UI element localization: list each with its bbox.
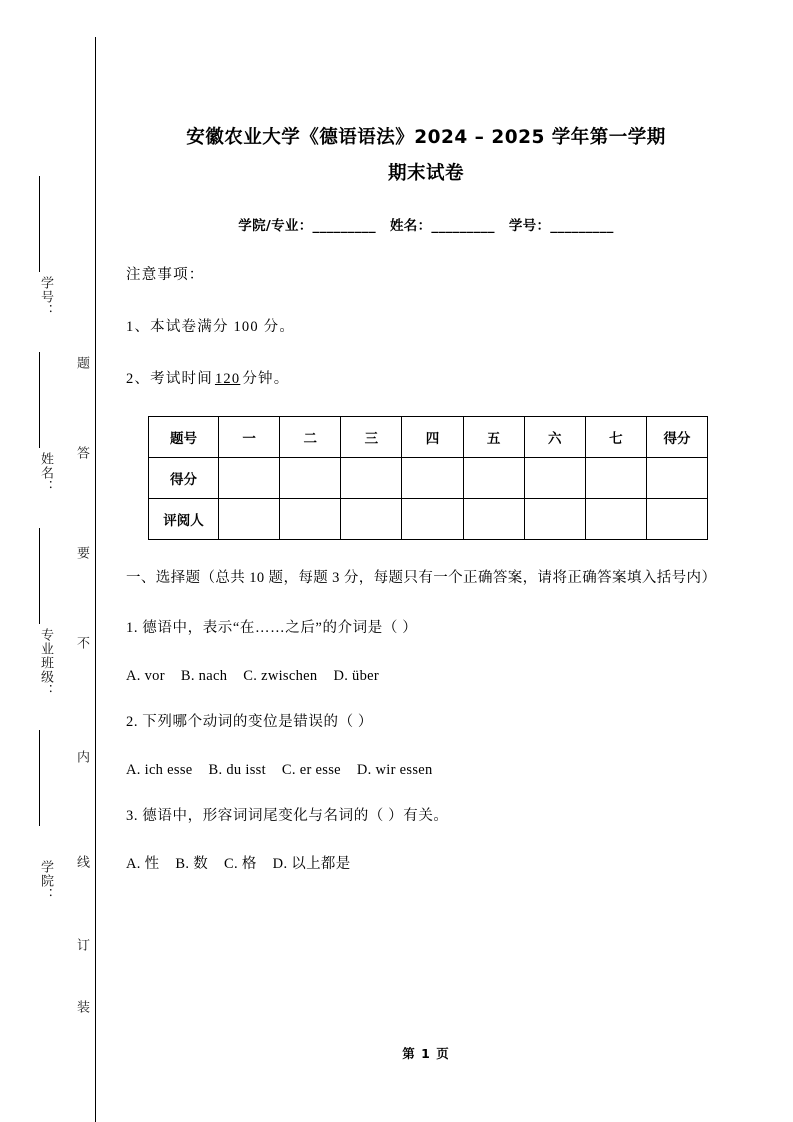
exam-title-line-2: 期末试卷 [387,163,464,184]
binding-field-college: 学院： [39,860,54,902]
reviewer-cell[interactable] [219,499,280,540]
page-number-label: 第 1 页 [402,1046,450,1061]
reviewer-cell[interactable] [646,499,707,540]
score-cell[interactable] [646,458,707,499]
binding-blank-rule-4 [39,730,40,826]
score-table-header-cell: 题号 [149,417,219,458]
option-b[interactable]: B. du isst [208,762,266,778]
reviewer-cell[interactable] [463,499,524,540]
binding-vertical-rule [95,37,96,1122]
score-row-label: 评阅人 [149,499,219,540]
question-options [126,663,726,689]
seal-char-1: 题 [75,356,90,369]
option-c[interactable]: C. er esse [281,762,341,778]
score-table-header-cell: 三 [341,417,402,458]
seal-char-7: 订 [75,938,90,951]
option-a[interactable]: A. vor [126,668,165,684]
binding-field-column [22,0,56,1122]
question-options [126,757,726,783]
option-c[interactable]: C. 格 [224,856,257,872]
notes-block [126,260,726,394]
option-b[interactable]: B. 数 [175,856,209,872]
student-id-blank[interactable]: _________ [550,218,614,234]
score-cell[interactable] [219,458,280,499]
option-d[interactable]: D. 以上都是 [272,856,351,872]
score-table-header-cell: 六 [524,417,585,458]
score-table-header-cell: 七 [585,417,646,458]
binding-margin [0,0,96,1122]
option-b[interactable]: B. nach [180,668,228,684]
college-major-blank[interactable]: _________ [312,218,376,234]
reviewer-cell[interactable] [341,499,402,540]
notes-heading: 注意事项： [126,267,205,283]
student-info-line [126,214,726,234]
binding-blank-rule-2 [39,352,40,448]
question-stem: 1. 德语中，表示“在……之后”的介词是（ ） [126,620,418,636]
option-d[interactable]: D. über [333,668,380,684]
page-footer [126,1044,726,1062]
binding-field-name: 姓名： [39,452,54,494]
section-heading-multiple-choice: 一、选择题（总共 10 题，每题 3 分，每题只有一个正确答案，请将正确答案填入括号内） [126,570,717,586]
binding-field-class: 专业班级： [39,628,54,698]
name-label: 姓名： [389,218,432,234]
reviewer-cell[interactable] [402,499,463,540]
score-cell[interactable] [280,458,341,499]
binding-field-student-id: 学号： [39,276,54,318]
table-row-header [149,417,708,458]
score-table-header-cell: 一 [219,417,280,458]
score-cell[interactable] [402,458,463,499]
binding-seal-column [58,0,92,1122]
question-stem: 3. 德语中，形容词词尾变化与名词的（ ）有关。 [126,808,449,824]
page-title [126,0,726,192]
score-cell[interactable] [341,458,402,499]
seal-char-8: 装 [75,1000,90,1013]
score-table-header-cell: 得分 [646,417,707,458]
notes-item-2-suffix: 分钟。 [242,371,290,387]
college-major-label: 学院/专业： [238,218,313,234]
reviewer-cell[interactable] [280,499,341,540]
score-row-label: 得分 [149,458,219,499]
score-cell[interactable] [524,458,585,499]
score-table [148,416,708,540]
table-row [149,458,708,499]
option-a[interactable]: A. ich esse [126,762,193,778]
binding-blank-rule-1 [39,176,40,272]
exam-duration-value: 120 [214,371,241,387]
option-d[interactable]: D. wir essen [356,762,433,778]
binding-blank-rule-3 [39,528,40,624]
score-table-header-cell: 二 [280,417,341,458]
option-a[interactable]: A. 性 [126,856,160,872]
notes-item-2-prefix: 2、考试时间 [126,371,213,387]
option-c[interactable]: C. zwischen [243,668,318,684]
question-item [126,615,726,689]
seal-char-3: 要 [75,546,90,559]
reviewer-cell[interactable] [524,499,585,540]
exam-page-body [126,0,726,1122]
notes-item-2 [126,364,726,394]
student-id-label: 学号： [508,218,551,234]
seal-char-6: 线 [75,855,90,868]
seal-char-5: 内 [75,750,90,763]
name-blank[interactable]: _________ [431,218,495,234]
score-cell[interactable] [585,458,646,499]
score-table-header-cell: 四 [402,417,463,458]
notes-item-1: 1、本试卷满分 100 分。 [126,319,296,335]
question-options [126,851,726,877]
score-table-header-cell: 五 [463,417,524,458]
reviewer-cell[interactable] [585,499,646,540]
question-item [126,709,726,783]
question-stem: 2. 下列哪个动词的变位是错误的（ ） [126,714,374,730]
question-item [126,803,726,877]
score-cell[interactable] [463,458,524,499]
seal-char-4: 不 [75,636,90,649]
table-row [149,499,708,540]
seal-char-2: 答 [75,446,90,459]
exam-title-line-1: 安徽农业大学《德语语法》2024 – 2025 学年第一学期 [186,127,666,148]
